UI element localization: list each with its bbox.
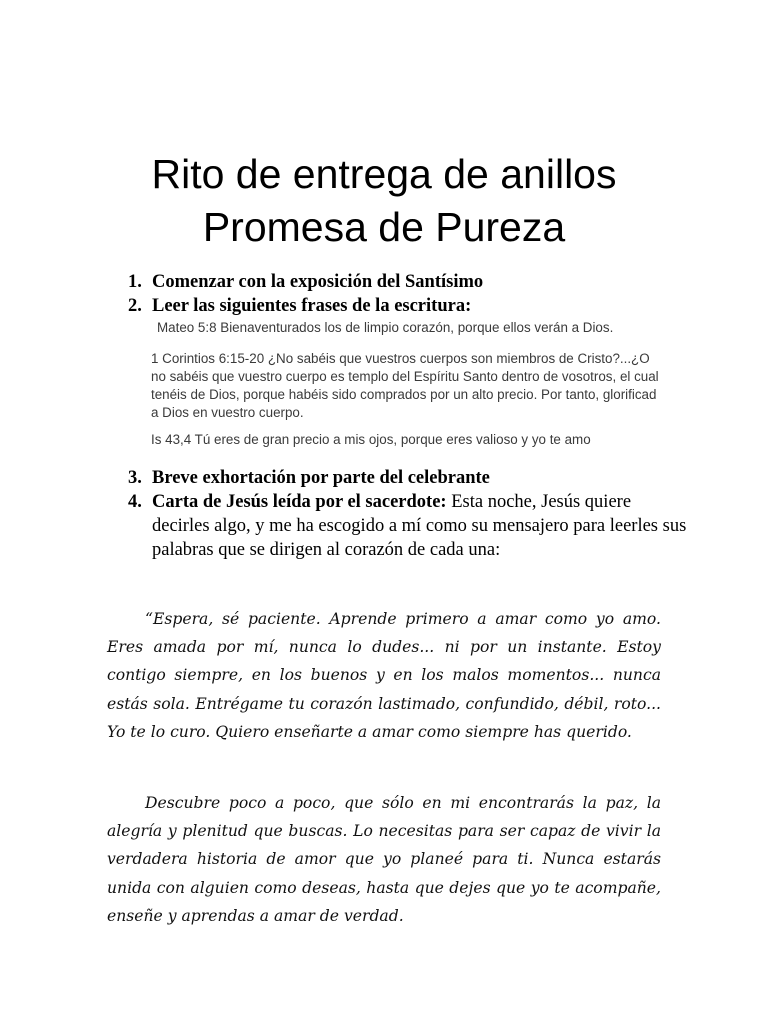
document-title-line-1: Rito de entrega de anillos <box>151 151 617 197</box>
step-item-1 <box>128 270 688 294</box>
step-number: 1. <box>128 272 142 292</box>
step-heading: Comenzar con la exposición del Santísimo <box>152 272 484 292</box>
step-heading: Leer las siguientes frases de la escritura: <box>152 296 472 316</box>
steps-list-part-2 <box>128 466 688 562</box>
document-title-line-2: Promesa de Pureza <box>202 204 566 250</box>
step-body: Esta noche, Jesús quiere decirles algo, y me ha escogido a mí como su mensajero para leerles sus palabras que se dirigen al corazón de cada una: <box>152 492 687 560</box>
step-item-4 <box>128 490 688 562</box>
step-heading: Breve exhortación por parte del celebrante <box>152 468 490 488</box>
steps-list-part-1 <box>128 270 688 318</box>
scripture-mateo: Mateo 5:8 Bienaventurados los de limpio corazón, porque ellos verán a Dios. <box>157 320 614 335</box>
step-heading: Carta de Jesús leída por el sacerdote: <box>152 492 447 512</box>
step-item-3 <box>128 466 688 490</box>
letter-paragraph-1: “Espera, sé paciente. Aprende primero a amar como yo amo. Eres amada por mí, nunca lo dudes... ni por un instante. Estoy contigo siempre, en los buenos y en los malos momentos... nunca estás sola. Entrégame tu corazón lastimado, confundido, débil, roto... Yo te lo curo. Quiero enseñarte a amar como siempre has querido. <box>107 610 661 741</box>
letter-paragraph-2: Descubre poco a poco, que sólo en mi encontrarás la paz, la alegría y plenitud que buscas. Lo necesitas para ser capaz de vivir la verdadera historia de amor que yo planeé para ti. Nunca estarás unida con alguien como deseas, hasta que dejes que yo te acompañe, enseñe y aprendas a amar de verdad. <box>107 794 661 925</box>
step-number: 2. <box>128 296 142 316</box>
scripture-isaias: Is 43,4 Tú eres de gran precio a mis ojos, porque eres valioso y yo te amo <box>151 432 591 447</box>
step-number: 3. <box>128 468 142 488</box>
step-item-2 <box>128 294 688 318</box>
scripture-corintios: 1 Corintios 6:15-20 ¿No sabéis que vuestros cuerpos son miembros de Cristo?...¿O no sabéis que vuestro cuerpo es templo del Espíritu Santo dentro de vosotros, el cual tenéis de Dios, porque habéis sido comprados por un alto precio. Por tanto, glorificad a Dios en vuestro cuerpo. <box>151 351 659 420</box>
step-number: 4. <box>128 492 142 512</box>
